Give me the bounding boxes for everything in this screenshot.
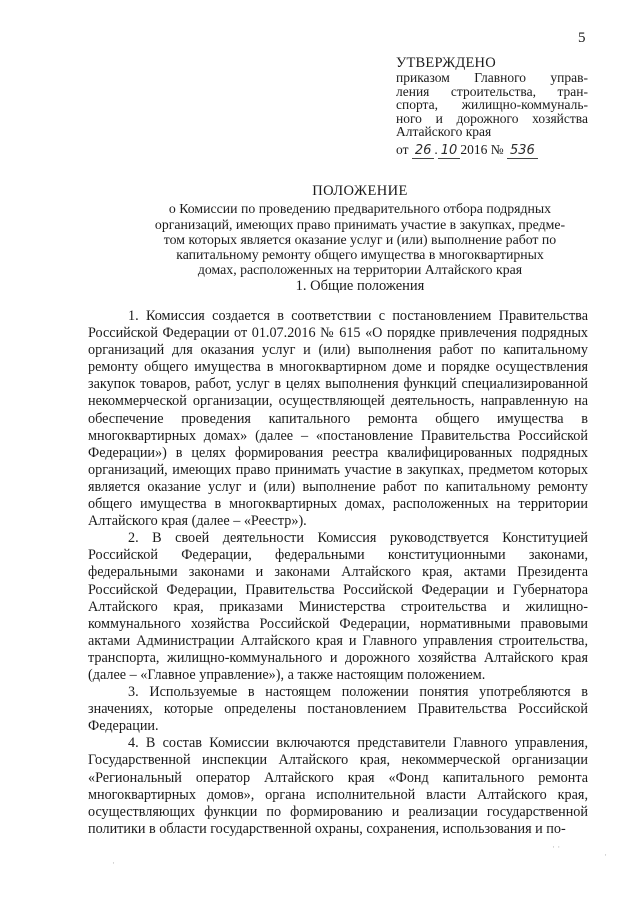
approval-line: ления строительства, тран- <box>396 83 588 99</box>
paragraph-2: 2. В своей деятельности Комиссия руководствуется Конституцией Российской Федерации, федеральными конституционными законами, федеральными законами и законами Алтайского края, актами Президента Российской Федерации, Правительства Российской Федерации и Губернатора Алтайского края, приказами Министерства строительства и жилищно-коммунального хозяйства Российской Федерации, нормативными правовыми актами Администрации Алтайского края и Главного управления строительства, транспорта, жилищно-коммунального и дорожного хозяйства Алтайского края (далее – «Главное управление»), а также настоящим положением. <box>88 530 588 683</box>
document-body <box>88 308 588 853</box>
scan-speck: · <box>112 858 115 868</box>
document-title-block <box>95 184 625 278</box>
approval-line: Алтайского края <box>396 124 492 140</box>
scan-speck: · <box>604 850 607 860</box>
date-year: 2016 <box>460 142 488 158</box>
approval-line: ного и дорожного хозяйства <box>396 110 588 126</box>
title-line: капитальному ремонту общего имущества в многоквартирных <box>176 247 544 263</box>
document-title: ПОЛОЖЕНИЕ <box>312 183 408 199</box>
page-number: 5 <box>578 30 586 46</box>
approval-stamp-block <box>396 57 588 159</box>
approval-heading: УТВЕРЖДЕНО <box>396 55 496 71</box>
title-line: о Комиссии по проведению предварительного отбора подрядных <box>168 201 552 217</box>
title-line: том которых является оказание услуг и (или) выполнение работ по <box>163 231 557 247</box>
title-line: организаций, имеющих право принимать участие в закупках, предме- <box>154 216 566 232</box>
scan-speck: · · <box>552 842 561 852</box>
number-prefix: № <box>490 142 504 158</box>
date-prefix: от <box>396 142 409 158</box>
title-line: домах, расположенных на территории Алтайского края <box>197 262 523 278</box>
section-heading: 1. Общие положения <box>295 278 425 294</box>
approval-date-row: от 26 . 10 2016 № 536 <box>396 143 588 159</box>
handwritten-day: 26 <box>412 144 435 159</box>
body-paragraphs <box>88 308 588 853</box>
handwritten-order-number: 536 <box>507 144 538 159</box>
approval-line: приказом Главного управ- <box>396 70 588 86</box>
paragraph-4: 4. В состав Комиссии включаются представители Главного управления, Государственной инспекции Алтайского края, некоммерческой организации «Региональный оператор Алтайского края «Фонд капитального ремонта многоквартирных домов», органа исполнительной власти Алтайского края, осуществляющих функции по формированию и реализации государственной политики в области государственной охраны, сохранения, использования и по- <box>88 735 588 837</box>
paragraph-1: 1. Комиссия создается в соответствии с постановлением Правительства Российской Федерации от 01.07.2016 № 615 «О порядке привлечения подрядных организаций для оказания услуг и (или) выполнения работ по капитальному ремонту общего имущества в многоквартирном доме и порядке осуществления закупок товаров, работ, услуг в целях выполнения функций специализированной некоммерческой организации, осуществляющей деятельность, направленную на обеспечение проведения капитального ремонта общего имущества в многоквартирных домах» (далее – «постановление Правительства Российской Федерации») в целях формирования реестра квалифицированных подрядных организаций, имеющих право принимать участие в закупках, предметом которых является оказание услуг и (или) выполнение работ по капитальному ремонту общего имущества в многоквартирных домах, расположенных на территории Алтайского края (далее – «Реестр»). <box>88 308 588 530</box>
paragraph-3: 3. Используемые в настоящем положении понятия употребляются в значениях, которые определены постановлением Правительства Российской Федерации. <box>88 684 588 735</box>
approval-line: спорта, жилищно-коммуналь- <box>396 97 588 113</box>
handwritten-month: 10 <box>438 144 461 159</box>
